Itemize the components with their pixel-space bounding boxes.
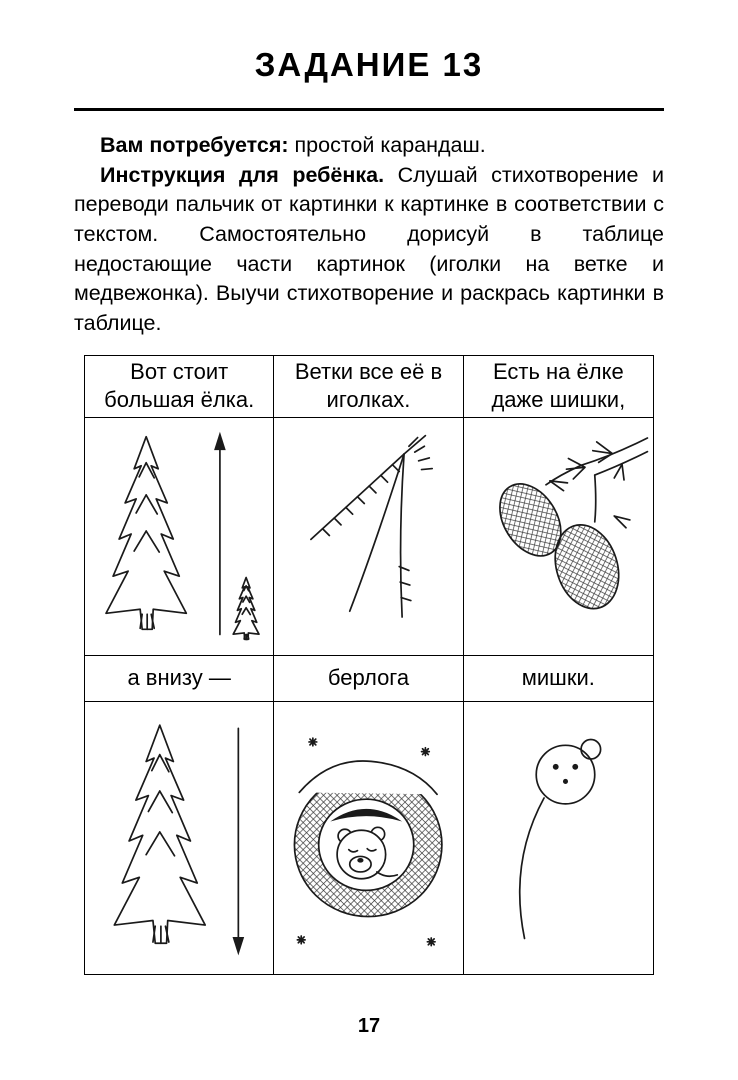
snowflake-icon xyxy=(428,938,436,946)
cub-eye-left xyxy=(552,763,558,769)
cub-ear-outline xyxy=(581,739,601,759)
table-cell-verse2-1: а внизу — xyxy=(85,656,274,702)
needle-ticks-top xyxy=(409,437,432,469)
extra-needles xyxy=(550,480,630,527)
bare-branch-illustration xyxy=(276,420,460,653)
table-cell-verse1-3: Есть на ёлке даже шишки, xyxy=(464,356,653,418)
branch-lines xyxy=(581,438,647,475)
table-cell-verse2-2: берлога xyxy=(274,656,463,702)
unfinished-bear-cub-illustration xyxy=(466,704,651,972)
branch-line-right xyxy=(401,454,404,617)
up-arrow-head xyxy=(214,431,226,449)
cub-nose xyxy=(563,778,568,783)
task-table xyxy=(84,355,654,975)
branch-line-middle xyxy=(350,454,404,611)
fir-tree-down-arrow-illustration xyxy=(87,704,271,972)
materials-label: Вам потребуется: xyxy=(100,133,289,157)
needle-ticks-left xyxy=(323,464,400,535)
title-divider xyxy=(74,108,664,111)
instruction-text: Слушай стихотворение и переводи пальчик от картинки к картинке в соответствии с текстом. Самостоятельно дорисуй в таблице недостающие части картинок (иголки на ветке и медвежонка). Выучи стихотворение и раскрась картинки в таблице. xyxy=(74,162,664,335)
table-cell-verse1-2: Ветки все её в иголках. xyxy=(274,356,463,418)
pine-cones-illustration xyxy=(466,420,651,653)
page-title: ЗАДАНИЕ 13 xyxy=(254,46,484,83)
table-cell-verse1-1: Вот стоит большая ёлка. xyxy=(85,356,274,418)
table-cell-picture-2 xyxy=(274,418,463,656)
table-cell-picture-4 xyxy=(85,702,274,974)
table-cell-picture-1 xyxy=(85,418,274,656)
snowflake-icon xyxy=(422,747,430,755)
table-cell-picture-5 xyxy=(274,702,463,974)
instruction-label: Инструкция для ребёнка. xyxy=(100,162,385,187)
bear-in-den-illustration xyxy=(276,704,460,972)
table-cell-verse2-3: мишки. xyxy=(464,656,653,702)
fir-tree-up-arrow-illustration xyxy=(87,420,271,653)
cub-body-curve xyxy=(519,798,543,938)
small-fir-tree-drawing xyxy=(233,577,259,639)
table-cell-picture-6 xyxy=(464,702,653,974)
snowflake-icon xyxy=(298,936,306,944)
materials-text: простой карандаш. xyxy=(288,133,486,157)
page-number: 17 xyxy=(357,1015,381,1037)
table-cell-picture-3 xyxy=(464,418,653,656)
bear-nose xyxy=(358,858,364,863)
materials-paragraph xyxy=(74,131,664,161)
cub-eye-right xyxy=(572,763,578,769)
big-fir-tree-drawing xyxy=(114,725,205,943)
down-arrow-head xyxy=(233,937,245,955)
cub-head-outline xyxy=(536,745,595,804)
intro-text xyxy=(74,131,664,339)
instruction-paragraph xyxy=(74,161,664,339)
snow-cap-fill xyxy=(300,761,438,794)
snowflake-icon xyxy=(309,738,317,746)
big-fir-tree-drawing xyxy=(106,436,186,629)
